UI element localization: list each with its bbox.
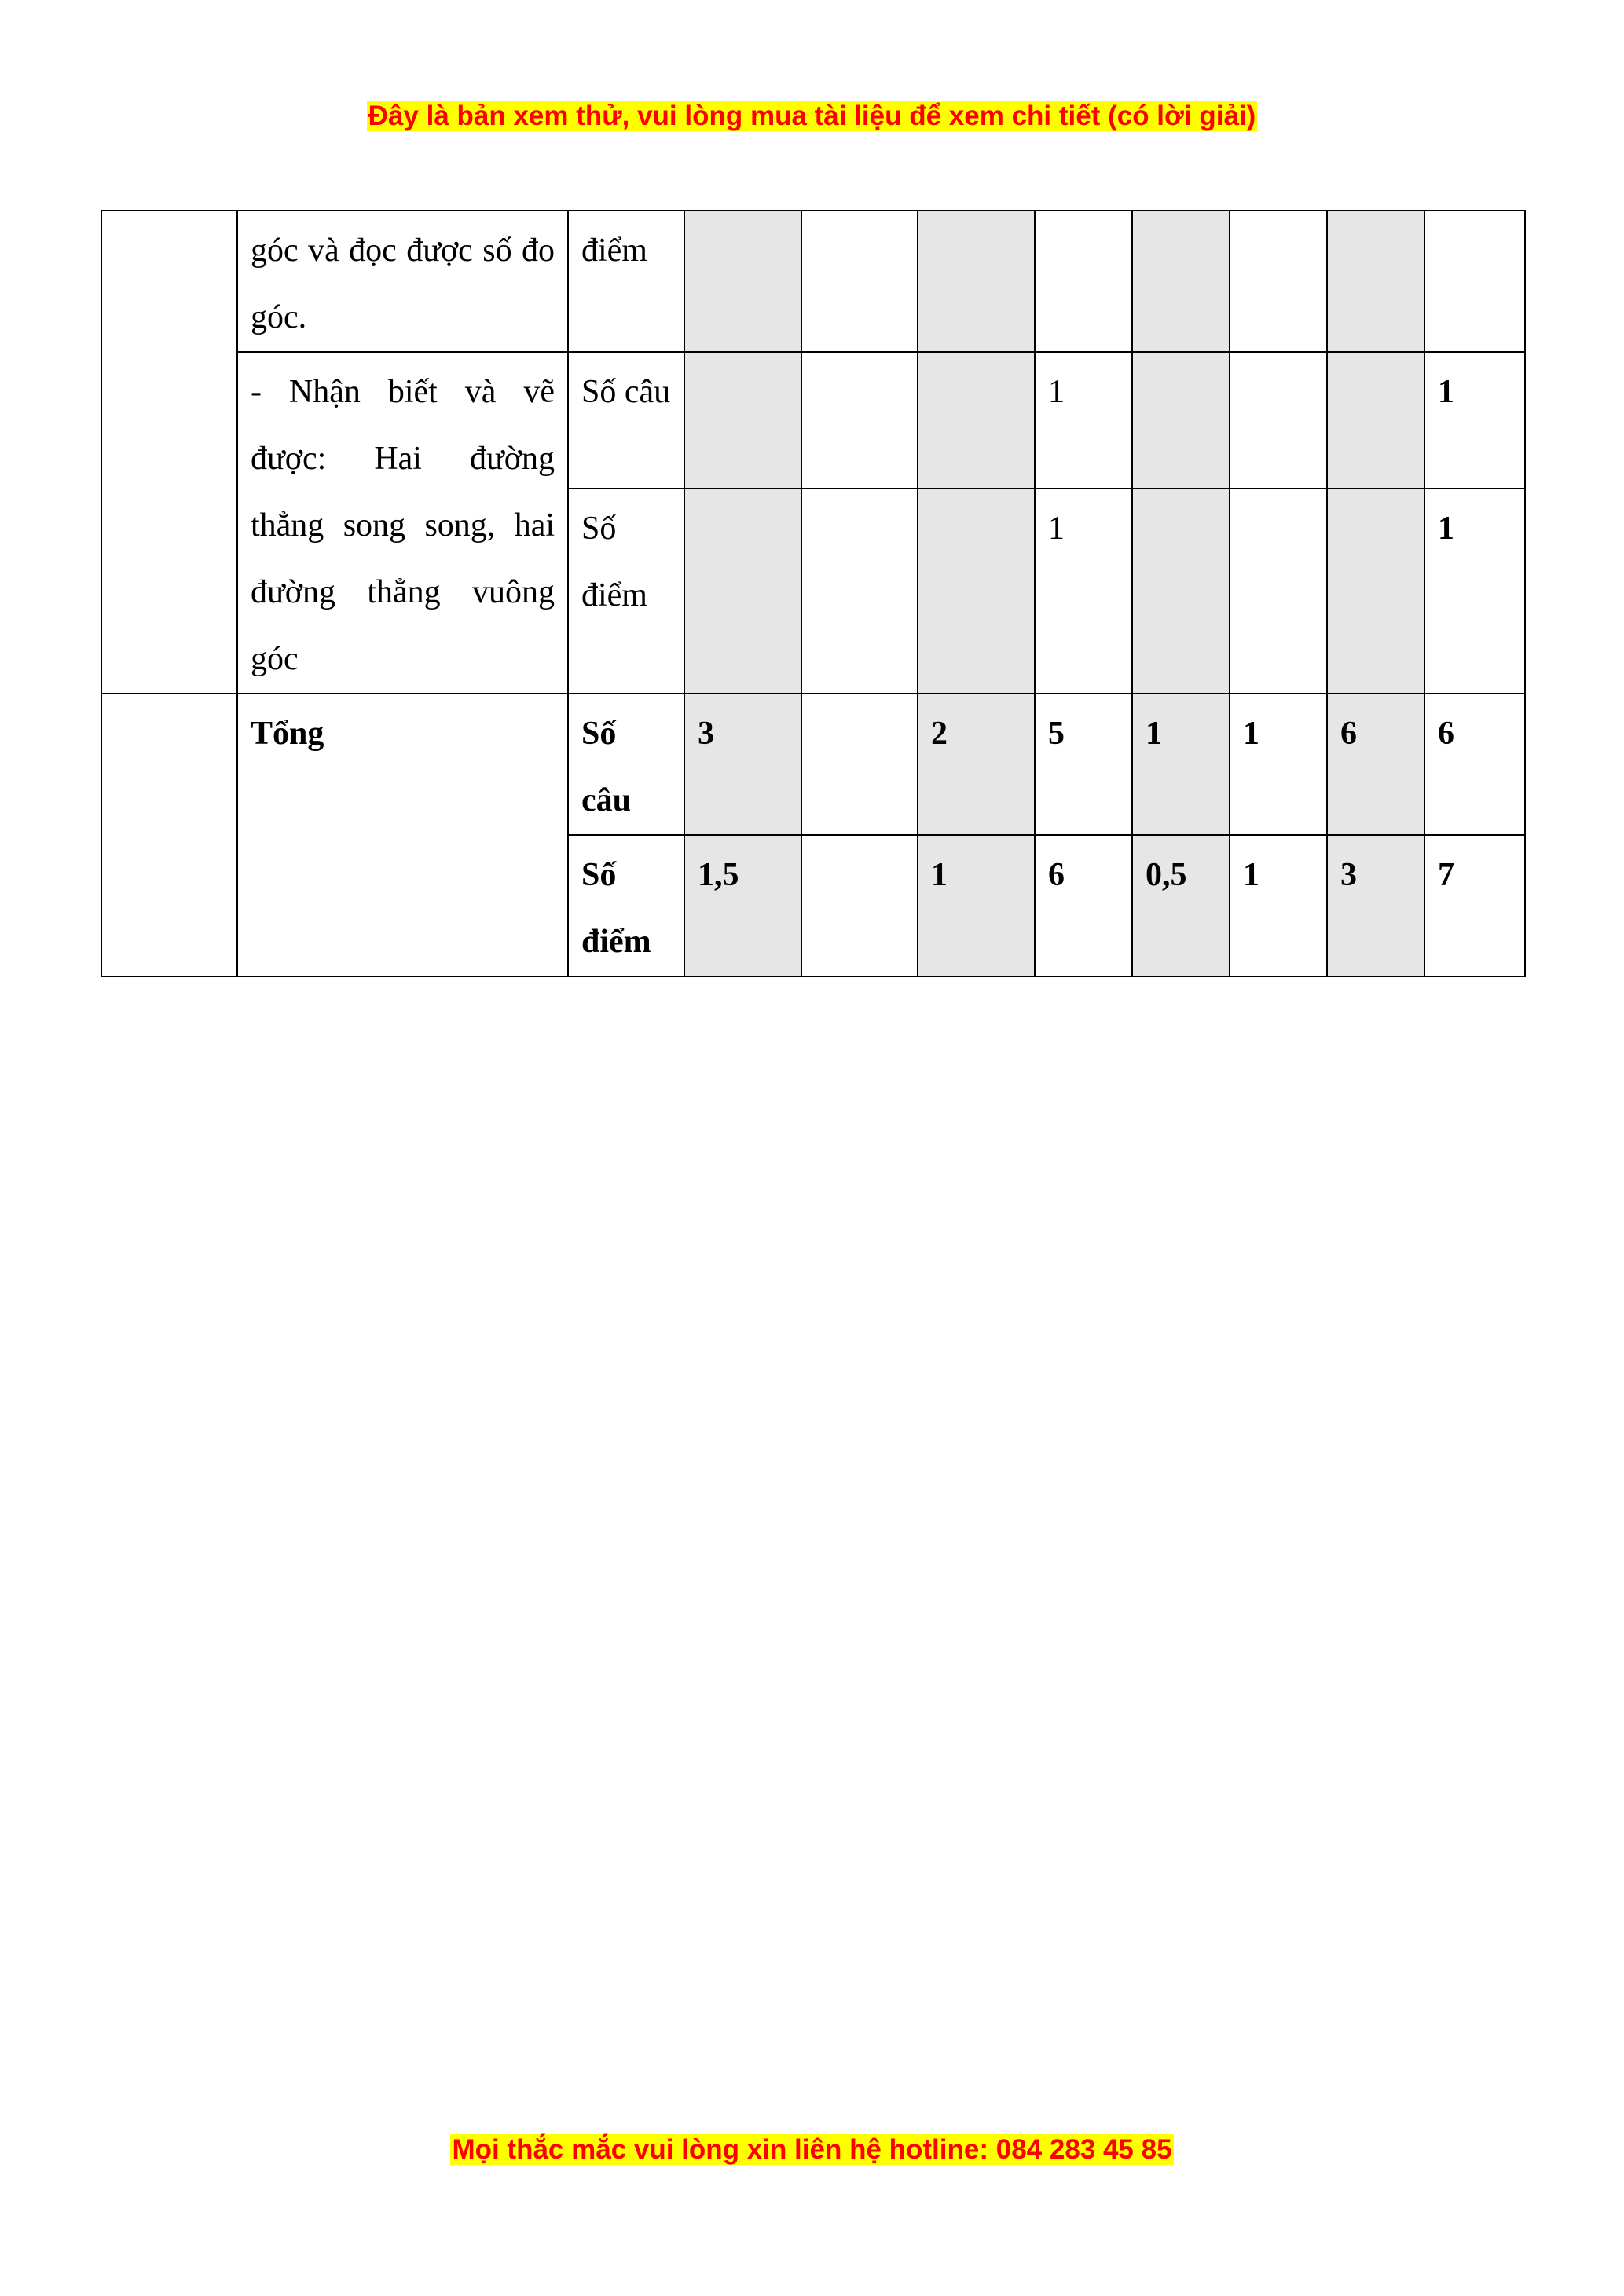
- row-label-cell: Số câu: [568, 352, 684, 489]
- row-label-cell: điểm: [568, 211, 684, 352]
- value-cell: [801, 352, 918, 489]
- value-cell: 6: [1327, 694, 1424, 835]
- value-cell: [801, 211, 918, 352]
- value-cell: [1424, 211, 1525, 352]
- value-cell: 6: [1035, 835, 1132, 976]
- value-cell: [1132, 489, 1230, 694]
- value-cell: 7: [1424, 835, 1525, 976]
- value-cell: [684, 352, 801, 489]
- value-cell: 1: [1132, 694, 1230, 835]
- preview-notice-banner: [0, 99, 1624, 134]
- value-cell: [1230, 352, 1327, 489]
- topic-cell: [101, 694, 237, 976]
- assessment-matrix-table: [101, 210, 1526, 977]
- value-cell: [1327, 211, 1424, 352]
- preview-notice-text: Đây là bản xem thử, vui lòng mua tài liệu để xem chi tiết (có lời giải): [368, 101, 1256, 131]
- value-cell: [1132, 211, 1230, 352]
- value-cell: [918, 211, 1035, 352]
- value-cell: [801, 694, 918, 835]
- value-cell: [801, 835, 918, 976]
- value-cell: 2: [918, 694, 1035, 835]
- value-cell: 1: [1424, 489, 1525, 694]
- total-label-cell: Tổng: [237, 694, 568, 976]
- row-label-cell: Số câu: [568, 694, 684, 835]
- value-cell: [1327, 352, 1424, 489]
- value-cell: 1: [1230, 835, 1327, 976]
- row-label-cell: Số điểm: [568, 489, 684, 694]
- value-cell: 0,5: [1132, 835, 1230, 976]
- value-cell: 1: [1035, 352, 1132, 489]
- value-cell: [1327, 489, 1424, 694]
- value-cell: [918, 489, 1035, 694]
- value-cell: [1230, 489, 1327, 694]
- table-row: [101, 211, 1525, 352]
- value-cell: 1: [1424, 352, 1525, 489]
- value-cell: 3: [1327, 835, 1424, 976]
- topic-cell: [101, 211, 237, 694]
- content-cell: - Nhận biết và vẽ được: Hai đường thẳng song song, hai đường thẳng vuông góc: [237, 352, 568, 694]
- value-cell: 3: [684, 694, 801, 835]
- table-row: [101, 694, 1525, 835]
- value-cell: [1230, 211, 1327, 352]
- table-row: [101, 352, 1525, 489]
- hotline-text: Mọi thắc mắc vui lòng xin liên hệ hotline: 084 283 45 85: [452, 2134, 1172, 2165]
- value-cell: 1: [1035, 489, 1132, 694]
- value-cell: 1: [918, 835, 1035, 976]
- value-cell: 5: [1035, 694, 1132, 835]
- value-cell: [684, 489, 801, 694]
- value-cell: [1035, 211, 1132, 352]
- value-cell: 1,5: [684, 835, 801, 976]
- value-cell: [918, 352, 1035, 489]
- value-cell: [1132, 352, 1230, 489]
- content-cell: góc và đọc được số đo góc.: [237, 211, 568, 352]
- value-cell: 6: [1424, 694, 1525, 835]
- value-cell: [684, 211, 801, 352]
- value-cell: [801, 489, 918, 694]
- value-cell: 1: [1230, 694, 1327, 835]
- row-label-cell: Số điểm: [568, 835, 684, 976]
- hotline-banner: [0, 2133, 1624, 2167]
